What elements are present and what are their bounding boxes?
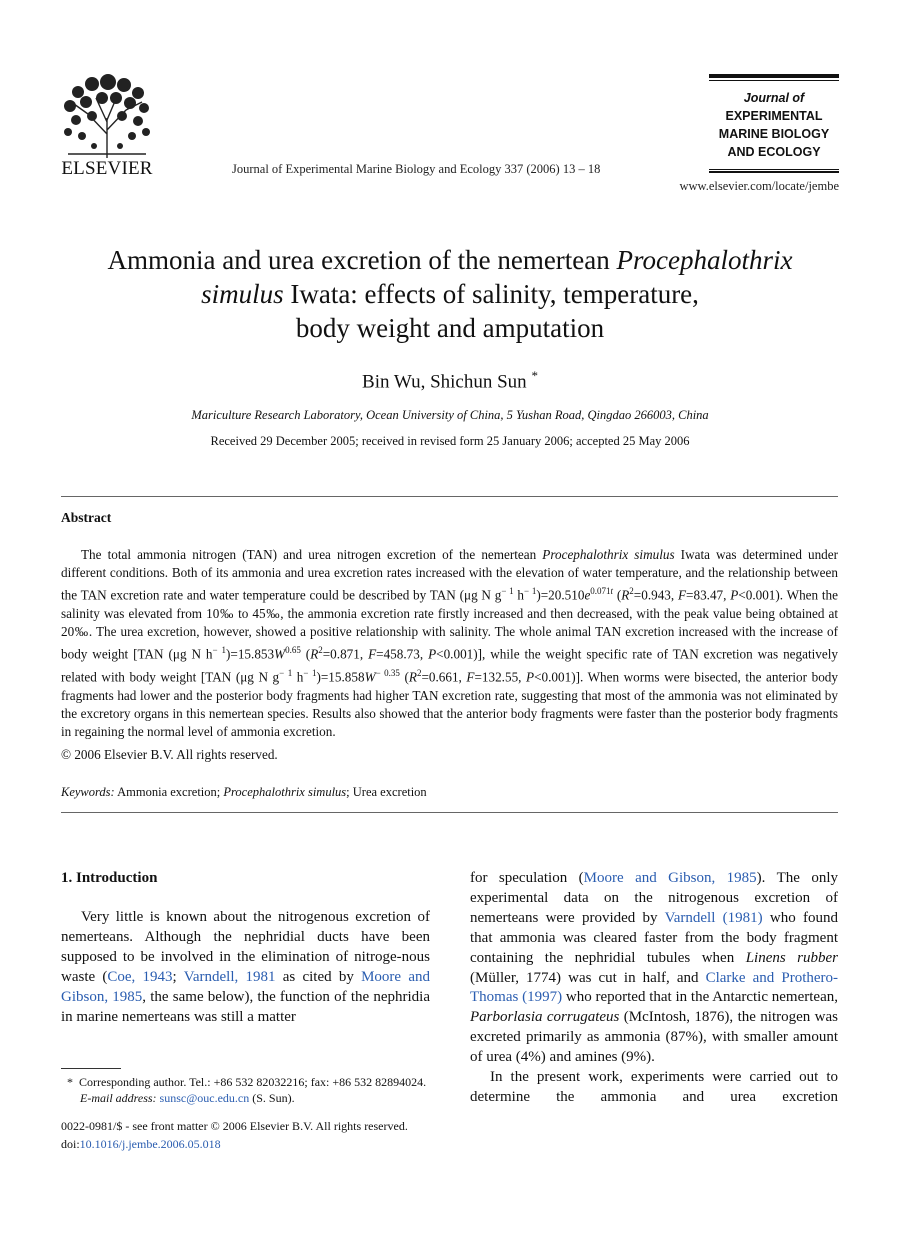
authors-text: Bin Wu, Shichun Sun <box>362 371 527 393</box>
body-column-right: for speculation (Moore and Gibson, 1985). The only experimental data on the nitrogenous excretion of nemerteans were provided by Varndell (1981) who found that ammonia was cleared faster from the body fragment containing the nephridial tubules when Linens rubber (Müller, 1774) was cut in half, and Clarke and Prothero-Thomas (1997) who reported that in the Antarctic nemertean, Parborlasia corrugateus (McIntosh, 1876), the nitrogen was excreted primarily as ammonia (87%), with smaller amount of urea (4%) and amines (9%). In the present work, experiments were carried out to determine the ammonia and urea excretion <box>470 870 839 1105</box>
citation-link[interactable]: Moore and Gibson, 1985 <box>61 968 430 1005</box>
journal-title <box>709 81 839 167</box>
corresponding-author-mark[interactable]: * <box>531 368 538 383</box>
footnote-text: Corresponding author. Tel.: +86 532 82032216; fax: +86 532 82894024. <box>79 1075 427 1089</box>
abstract-bottom-rule <box>61 812 838 813</box>
abstract-top-rule <box>61 496 838 497</box>
keyword: Ammonia excretion; <box>117 785 224 799</box>
journal-title-line: Journal of <box>743 91 805 105</box>
abstract-heading: Abstract <box>61 510 112 525</box>
publisher-name: ELSEVIER <box>61 158 153 179</box>
doi-line <box>61 1137 221 1152</box>
box-top-rule <box>709 74 839 78</box>
email-link[interactable]: sunsc@ouc.edu.cn <box>159 1091 250 1105</box>
article-title <box>60 243 840 345</box>
corresponding-author-footnote <box>67 1075 426 1090</box>
journal-title-line: MARINE BIOLOGY <box>718 127 830 141</box>
journal-title-line: EXPERIMENTAL <box>725 109 823 123</box>
journal-title-line: AND ECOLOGY <box>727 145 821 159</box>
abstract-body: The total ammonia nitrogen (TAN) and urea nitrogen excretion of the nemertean Procephalothrix simulus Iwata was determined under different conditions. Both of its ammonia and urea excretion rates increased with the elevation of water temperature, and the relationship between the TAN excretion rate and water temperature could be described by TAN (μg N $g^{- 1}$ $h^{- 1})=20.510e^{0.071t}$ ($R^2=0.943$, F=83.47, P<0.001). When the salinity was elevated from 10‰ to 45‰, the ammonia excretion rate firstly increased and then decreased, with the peak value being obtained at 20‰. The urea excretion, however, showed a positive relationship with salinity. The whole animal TAN excretion increased with the increase of body weight [TAN (μg N $h^{- 1})=15.853W^{0.65}$ ($R^2=0.871$, F=458.73, P<0.001)], while the weight specific rate of TAN excretion was negatively related with body weight [TAN (μg N $g^{- 1}$ $h^{- 1})=15.858W^{- 0.35}$ ($R^2=0.661$, F=132.55, P<0.001)]. When worms were bisected, the anterior body fragments had lower and the posterior body fragments had higher TAN excretion rate, suggesting that most of the ammonia was not eliminated by the excretory organs in this nemertean species. Results also showed that the anterior body fragments were faster than the posterior body fragments in regaining the normal level of ammonia excretion. <box>61 547 839 739</box>
journal-title-box <box>709 74 839 173</box>
body-column-left: Very little is known about the nitrogenous excretion of nemerteans. Although the nephridial ducts have been supposed to be involved in the elimination of nitroge-nous waste (Coe, 1943; Varndell, 1981 as cited by Moore and Gibson, 1985, the same below), the function of the nephridia in marine nemerteans was still a matter <box>61 909 430 1025</box>
issn-line: 0022-0981/$ - see front matter © 2006 Elsevier B.V. All rights reserved. <box>61 1119 408 1133</box>
keyword: ; Urea excretion <box>346 785 427 799</box>
section-heading: 1. Introduction <box>61 870 158 886</box>
citation-link[interactable]: Clarke and Prothero-Thomas (1997) <box>470 969 839 1006</box>
email-suffix: (S. Sun). <box>249 1091 295 1105</box>
box-bottom-rule <box>709 171 839 173</box>
affiliation: Mariculture Research Laboratory, Ocean University of China, 5 Yushan Road, Qingdao 266003, China <box>191 408 709 422</box>
doi-label: doi: <box>61 1137 80 1151</box>
journal-url[interactable]: www.elsevier.com/locate/jembe <box>679 179 839 193</box>
keywords <box>61 785 427 800</box>
received-dates: Received 29 December 2005; received in revised form 25 January 2006; accepted 25 May 2006 <box>210 434 690 448</box>
journal-citation: Journal of Experimental Marine Biology and Ecology 337 (2006) 13 – 18 <box>232 162 601 176</box>
keywords-label: Keywords: <box>61 785 115 799</box>
citation-link[interactable]: Varndell (1981) <box>664 909 763 926</box>
box-bottom-rule-thin <box>709 169 839 170</box>
copyright-notice: © 2006 Elsevier B.V. All rights reserved. <box>61 747 278 762</box>
citation-link[interactable]: Moore and Gibson, 1985 <box>583 870 757 886</box>
citation-link[interactable]: Varndell, 1981 <box>183 968 276 985</box>
footnote-mark: * <box>67 1075 73 1089</box>
email-footnote <box>80 1091 295 1106</box>
elsevier-tree-icon <box>58 74 156 160</box>
title-species: simulus <box>201 279 284 309</box>
citation-link[interactable]: Coe, 1943 <box>107 968 173 985</box>
title-text: Iwata: effects of salinity, temperature, <box>283 279 699 309</box>
author-list <box>60 368 840 393</box>
title-text: Ammonia and urea excretion of the nemertean <box>107 245 617 275</box>
keyword: Procephalothrix simulus <box>223 785 347 799</box>
footnote-rule <box>61 1068 121 1069</box>
title-text: body weight and amputation <box>295 313 605 343</box>
title-species: Procephalothrix <box>616 245 793 275</box>
doi-link[interactable]: 10.1016/j.jembe.2006.05.018 <box>79 1137 221 1151</box>
email-label: E-mail address: <box>80 1091 157 1105</box>
elsevier-logo <box>58 74 156 178</box>
